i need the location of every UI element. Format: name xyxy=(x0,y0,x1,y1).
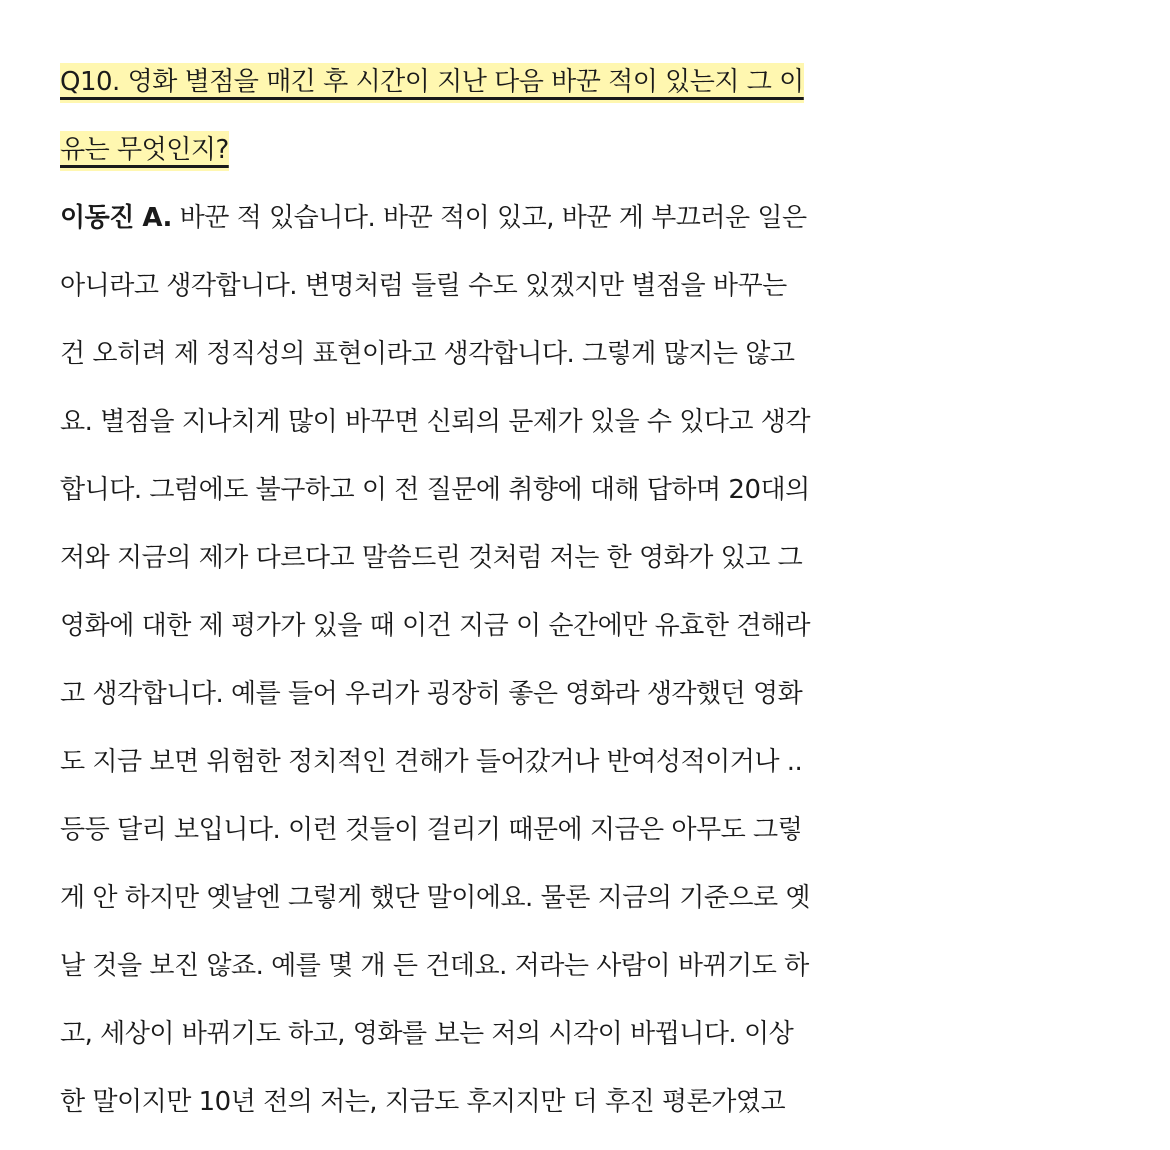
answer-text: 바꾼 적 있습니다. 바꾼 적이 있고, 바꾼 게 부끄러운 일은 xyxy=(171,203,807,233)
answer-line-8: 고 생각합니다. 예를 들어 우리가 굉장히 좋은 영화라 생각했던 영화 xyxy=(60,679,803,709)
question-highlight: 유는 무엇인지? xyxy=(60,131,229,171)
answer-line-10: 등등 달리 보입니다. 이런 것들이 걸리기 때문에 지금은 아무도 그렇 xyxy=(60,815,803,845)
interview-document xyxy=(60,48,1120,1136)
answer-line-3: 건 오히려 제 정직성의 표현이라고 생각합니다. 그렇게 많지는 않고 xyxy=(60,339,795,369)
answer-line-11: 게 안 하지만 옛날엔 그렇게 했단 말이에요. 물론 지금의 기준으로 옛 xyxy=(60,883,811,913)
answer-line-14: 한 말이지만 10년 전의 저는, 지금도 후지지만 더 후진 평론가였고 xyxy=(60,1087,786,1117)
answer-line-5: 합니다. 그럼에도 불구하고 이 전 질문에 취향에 대해 답하며 20대의 xyxy=(60,475,810,505)
answer-line-1 xyxy=(60,184,1120,252)
question-line-2 xyxy=(60,116,1120,184)
answer-line-9: 도 지금 보면 위험한 정치적인 견해가 들어갔거나 반여성적이거나 .. xyxy=(60,747,803,777)
question-highlight: Q10. 영화 별점을 매긴 후 시간이 지난 다음 바꾼 적이 있는지 그 이 xyxy=(60,63,804,103)
question-line-1 xyxy=(60,48,1120,116)
answer-line-6: 저와 지금의 제가 다르다고 말씀드린 것처럼 저는 한 영화가 있고 그 xyxy=(60,543,803,573)
speaker-label: 이동진 A. xyxy=(60,203,172,233)
answer-line-7: 영화에 대한 제 평가가 있을 때 이건 지금 이 순간에만 유효한 견해라 xyxy=(60,611,811,641)
answer-line-12: 날 것을 보진 않죠. 예를 몇 개 든 건데요. 저라는 사람이 바뀌기도 하 xyxy=(60,951,809,981)
answer-line-13: 고, 세상이 바뀌기도 하고, 영화를 보는 저의 시각이 바뀝니다. 이상 xyxy=(60,1019,794,1049)
answer-line-2: 아니라고 생각합니다. 변명처럼 들릴 수도 있겠지만 별점을 바꾸는 xyxy=(60,271,787,301)
answer-line-4: 요. 별점을 지나치게 많이 바꾸면 신뢰의 문제가 있을 수 있다고 생각 xyxy=(60,407,811,437)
